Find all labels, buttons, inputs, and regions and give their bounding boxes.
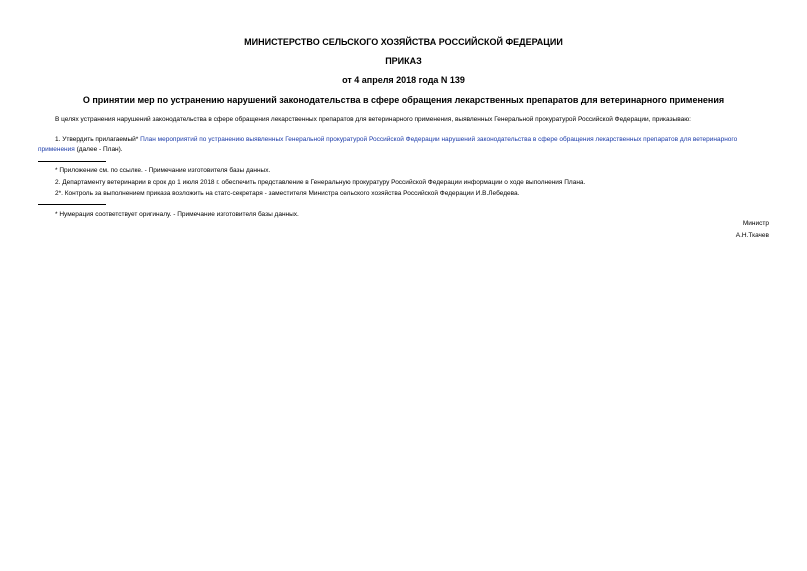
footnote-2: * Нумерация соответствует оригиналу. - Примечание изготовителя базы данных. bbox=[55, 211, 299, 218]
item-1-paragraph bbox=[38, 135, 770, 154]
signature-title: Министр bbox=[742, 220, 769, 227]
document-type: ПРИКАЗ bbox=[385, 56, 422, 66]
item-2-paragraph: 2. Департаменту ветеринарии в срок до 1 июля 2018 г. обеспечить представление в Генеральную прокуратуру Российской Федерации информации о ходе выполнения Плана. bbox=[55, 179, 586, 186]
footnote-separator-2 bbox=[38, 204, 106, 205]
item-1-suffix: (далее - План). bbox=[74, 145, 123, 153]
item-3-paragraph: 2*. Контроль за выполнением приказа возложить на статс-секретаря - заместителя Министра сельского хозяйства Российской Федерации И.В.Лебедева. bbox=[55, 190, 520, 197]
item-1-prefix: 1. Утвердить прилагаемый* bbox=[55, 136, 141, 143]
footnote-separator-1 bbox=[38, 161, 106, 162]
plan-link[interactable]: План мероприятий по устранению выявленных Генеральной прокуратурой Российской Федерации нарушений законодательства в сфере обращения лекарственных препаратов для ветеринарного применения bbox=[38, 136, 738, 153]
preamble-paragraph: В целях устранения нарушений законодательства в сфере обращения лекарственных препаратов для ветеринарного применения, выявленных Генеральной прокуратурой Российской Федерации, приказываю: bbox=[55, 116, 691, 123]
document-date-number: от 4 апреля 2018 года N 139 bbox=[342, 75, 465, 85]
ministry-name: МИНИСТЕРСТВО СЕЛЬСКОГО ХОЗЯЙСТВА РОССИЙСКОЙ ФЕДЕРАЦИИ bbox=[244, 37, 563, 47]
signature-name: А.Н.Ткачев bbox=[735, 232, 769, 239]
footnote-1: * Приложение см. по ссылке. - Примечание изготовителя базы данных. bbox=[55, 167, 271, 174]
document-title: О принятии мер по устранению нарушений законодательства в сфере обращения лекарственных препаратов для ветеринарного применения bbox=[82, 95, 725, 105]
